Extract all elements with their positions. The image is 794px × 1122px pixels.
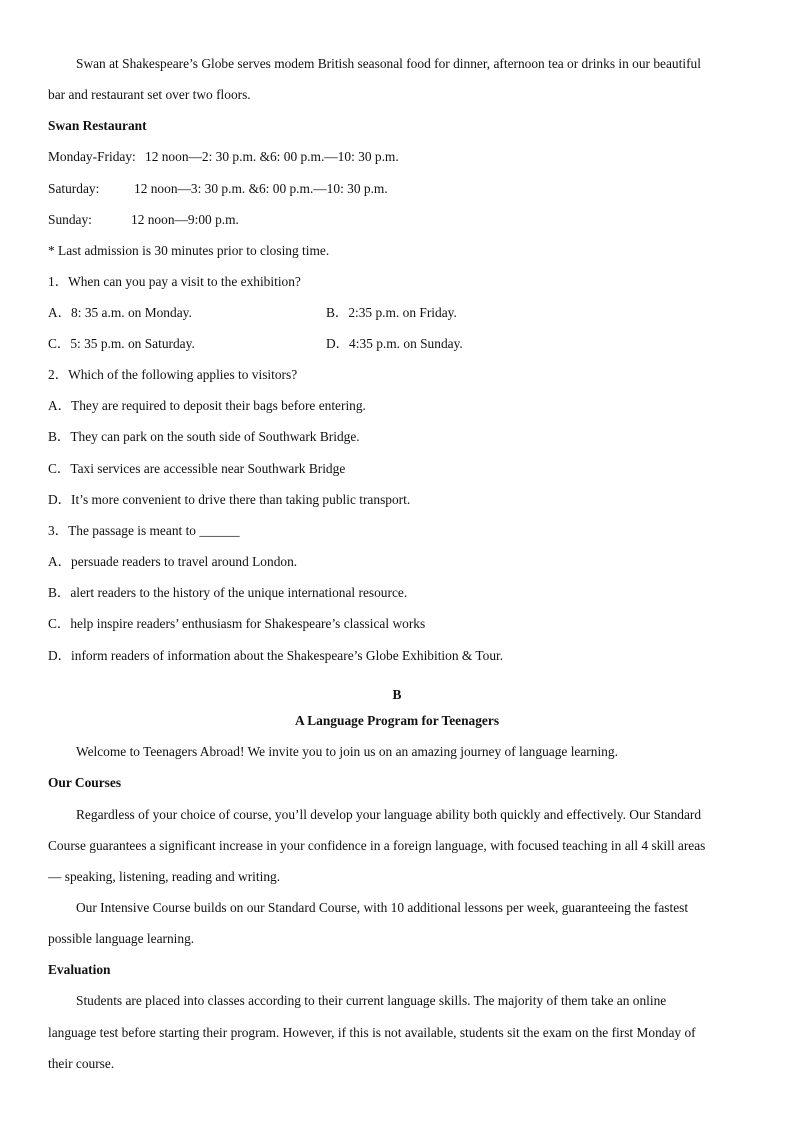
hours-time-sunday: 12 noon—9:00 p.m. — [131, 212, 239, 227]
question-2-option-c: C．Taxi services are accessible near Southwark Bridge — [48, 461, 346, 476]
question-1-stem: 1．When can you pay a visit to the exhibition? — [48, 274, 301, 289]
evaluation-line-1: Students are placed into classes according to their current language skills. The majority of them take an online — [76, 993, 667, 1008]
evaluation-line-2: language test before starting their program. However, if this is not available, students sit the exam on the first Monday of — [48, 1025, 696, 1040]
hours-time-weekday: 12 noon—2: 30 p.m. &6: 00 p.m.—10: 30 p.m. — [145, 149, 399, 164]
courses-heading: Our Courses — [48, 775, 122, 790]
question-1-option-a: A．8: 35 a.m. on Monday. — [48, 305, 192, 320]
question-2-option-b: B．They can park on the south side of Southwark Bridge. — [48, 429, 360, 444]
evaluation-heading: Evaluation — [48, 962, 111, 977]
admission-note: * Last admission is 30 minutes prior to closing time. — [48, 243, 330, 258]
question-2-option-d: D．It’s more convenient to drive there than taking public transport. — [48, 492, 411, 507]
hours-day-weekday: Monday-Friday: — [48, 149, 136, 164]
courses-p1-line-3: — speaking, listening, reading and writing. — [48, 869, 281, 884]
section-b-letter: B — [392, 687, 402, 702]
restaurant-heading: Swan Restaurant — [48, 118, 147, 133]
section-b-welcome: Welcome to Teenagers Abroad! We invite you to join us on an amazing journey of language learning. — [76, 744, 618, 759]
question-3-option-b: B．alert readers to the history of the unique international resource. — [48, 585, 408, 600]
question-1-option-d: D．4:35 p.m. on Sunday. — [326, 336, 463, 351]
question-2-option-a: A．They are required to deposit their bags before entering. — [48, 398, 366, 413]
question-3-stem: 3．The passage is meant to ______ — [48, 523, 240, 538]
question-3-option-c: C．help inspire readers’ enthusiasm for Shakespeare’s classical works — [48, 616, 426, 631]
hours-time-saturday: 12 noon—3: 30 p.m. &6: 00 p.m.—10: 30 p.m. — [134, 181, 388, 196]
question-1-option-c: C．5: 35 p.m. on Saturday. — [48, 336, 195, 351]
evaluation-line-3: their course. — [48, 1056, 115, 1071]
section-b-title: A Language Program for Teenagers — [294, 713, 500, 728]
courses-p1-line-1: Regardless of your choice of course, you’ll develop your language ability both quickly and effectively. Our Standard — [76, 807, 702, 822]
intro-line-2: bar and restaurant set over two floors. — [48, 87, 251, 102]
question-2-stem: 2．Which of the following applies to visitors? — [48, 367, 298, 382]
courses-p2-line-2: possible language learning. — [48, 931, 195, 946]
question-3-option-a: A．persuade readers to travel around London. — [48, 554, 298, 569]
question-1-option-b: B．2:35 p.m. on Friday. — [326, 305, 457, 320]
question-3-option-d: D．inform readers of information about the Shakespeare’s Globe Exhibition & Tour. — [48, 648, 504, 663]
hours-day-saturday: Saturday: — [48, 181, 100, 196]
courses-p2-line-1: Our Intensive Course builds on our Standard Course, with 10 additional lessons per week, guaranteeing the fastest — [76, 900, 689, 915]
intro-line-1: Swan at Shakespeare’s Globe serves modem British seasonal food for dinner, afternoon tea or drinks in our beautiful — [76, 56, 701, 71]
courses-p1-line-2: Course guarantees a significant increase in your confidence in a foreign language, with focused teaching in all 4 skill areas — [48, 838, 706, 853]
hours-day-sunday: Sunday: — [48, 212, 92, 227]
